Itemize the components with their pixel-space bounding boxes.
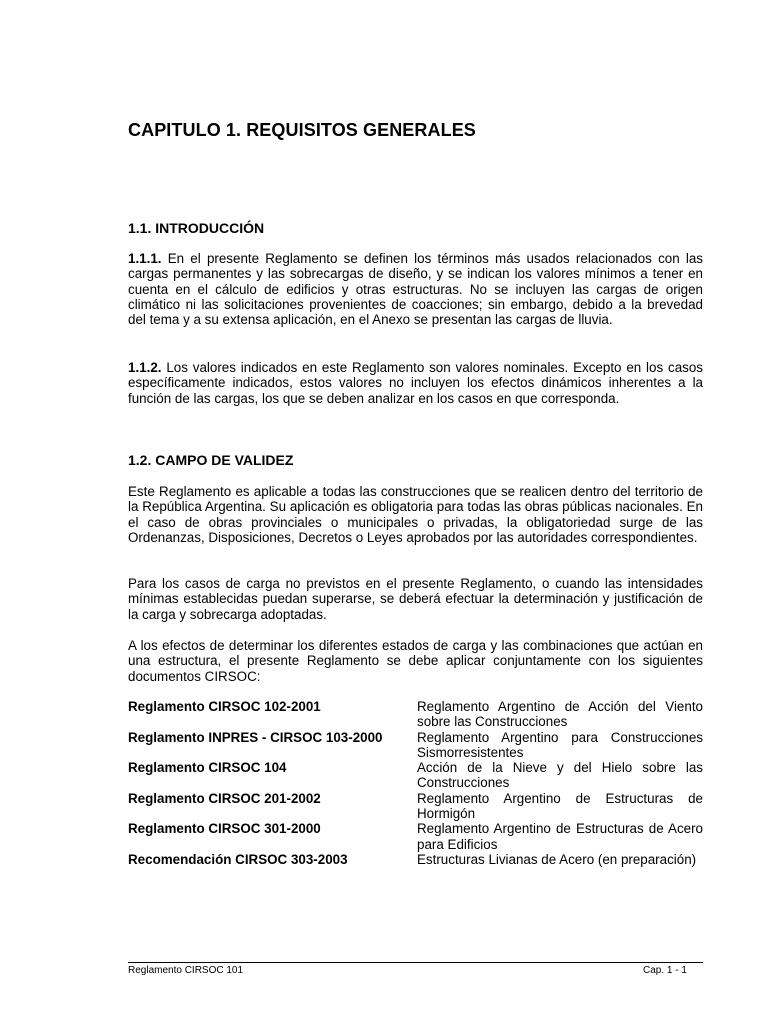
paragraph-number: 1.1.2. bbox=[128, 360, 162, 375]
document-code: Reglamento CIRSOC 102-2001 bbox=[128, 699, 321, 714]
document-description: Estructuras Livianas de Acero (en preparación) bbox=[417, 851, 697, 867]
document-code: Reglamento INPRES - CIRSOC 103-2000 bbox=[128, 729, 383, 745]
paragraph-text: Los valores indicados en este Reglamento son valores nominales. Excepto en los casos específicamente indicados, estos valores no incluyen los efectos dinámicos inherentes a la función de las cargas, los que se deben analizar en los casos en que corresponda. bbox=[128, 360, 703, 406]
document-description: Reglamento Argentino de Acción del Viento sobre las Construcciones bbox=[417, 699, 703, 730]
document-description: Reglamento Argentino de Estructuras de Hormigón bbox=[417, 790, 703, 822]
footer-divider bbox=[128, 962, 703, 963]
paragraph-text: En el presente Reglamento se definen los términos más usados relacionados con las cargas permanentes y las sobrecargas de diseño, y se indican los valores mínimos a tener en cuenta en el cálculo de edificios y otras estructuras. No se incluyen las cargas de origen climático ni las solicitaciones provenientes de coacciones; sin embargo, debido a la brevedad del tema y a su extensa aplicación, en el Anexo se presentan las cargas de lluvia. bbox=[128, 251, 703, 328]
paragraph-number: 1.1.1. bbox=[128, 251, 162, 266]
paragraph-validez-1: Este Reglamento es aplicable a todas las construcciones que se realicen dentro del territorio de la República Argentina. Su aplicación es obligatoria para todas las obras públicas nacionales. En el caso de obras provinciales o municipales o privadas, la obligatoriedad surge de las Ordenanzas, Disposiciones, Decretos o Leyes aprobados por las autoridades correspondientes. bbox=[128, 484, 703, 545]
document-code: Reglamento CIRSOC 201-2002 bbox=[128, 790, 321, 806]
document-row bbox=[128, 821, 703, 852]
footer-document-name: Reglamento CIRSOC 101 bbox=[128, 965, 244, 976]
paragraph-validez-2: Para los casos de carga no previstos en el presente Reglamento, o cuando las intensidades mínimas establecidas puedan superarse, se deberá efectuar la determinación y justificación de la carga y sobrecarga adoptadas. bbox=[128, 576, 703, 622]
document-row bbox=[128, 699, 703, 730]
section-heading-campo-de-validez: 1.2. CAMPO DE VALIDEZ bbox=[128, 452, 294, 468]
document-description: Reglamento Argentino de Estructuras de Acero para Edificios bbox=[417, 821, 703, 852]
document-code: Recomendación CIRSOC 303-2003 bbox=[128, 851, 348, 867]
document-code: Reglamento CIRSOC 104 bbox=[128, 760, 287, 776]
footer-page-number: Cap. 1 - 1 bbox=[643, 965, 687, 976]
paragraph-1-1-2 bbox=[128, 360, 703, 406]
paragraph-1-1-1 bbox=[128, 251, 703, 327]
paragraph-validez-3: A los efectos de determinar los diferentes estados de carga y las combinaciones que actúan en una estructura, el presente Reglamento se debe aplicar conjuntamente con los siguientes documentos CIRSOC: bbox=[128, 638, 703, 684]
section-heading-introduccion: 1.1. INTRODUCCIÓN bbox=[128, 220, 265, 236]
document-description: Reglamento Argentino para Construcciones Sismorresistentes bbox=[417, 729, 703, 760]
cirsoc-documents-list bbox=[128, 699, 703, 867]
document-description: Acción de la Nieve y del Hielo sobre las Construcciones bbox=[417, 760, 703, 791]
document-row bbox=[128, 791, 703, 822]
document-row bbox=[128, 730, 703, 761]
document-code: Reglamento CIRSOC 301-2000 bbox=[128, 821, 321, 837]
document-row bbox=[128, 852, 703, 867]
document-row bbox=[128, 760, 703, 791]
chapter-title: CAPITULO 1. REQUISITOS GENERALES bbox=[128, 120, 476, 140]
